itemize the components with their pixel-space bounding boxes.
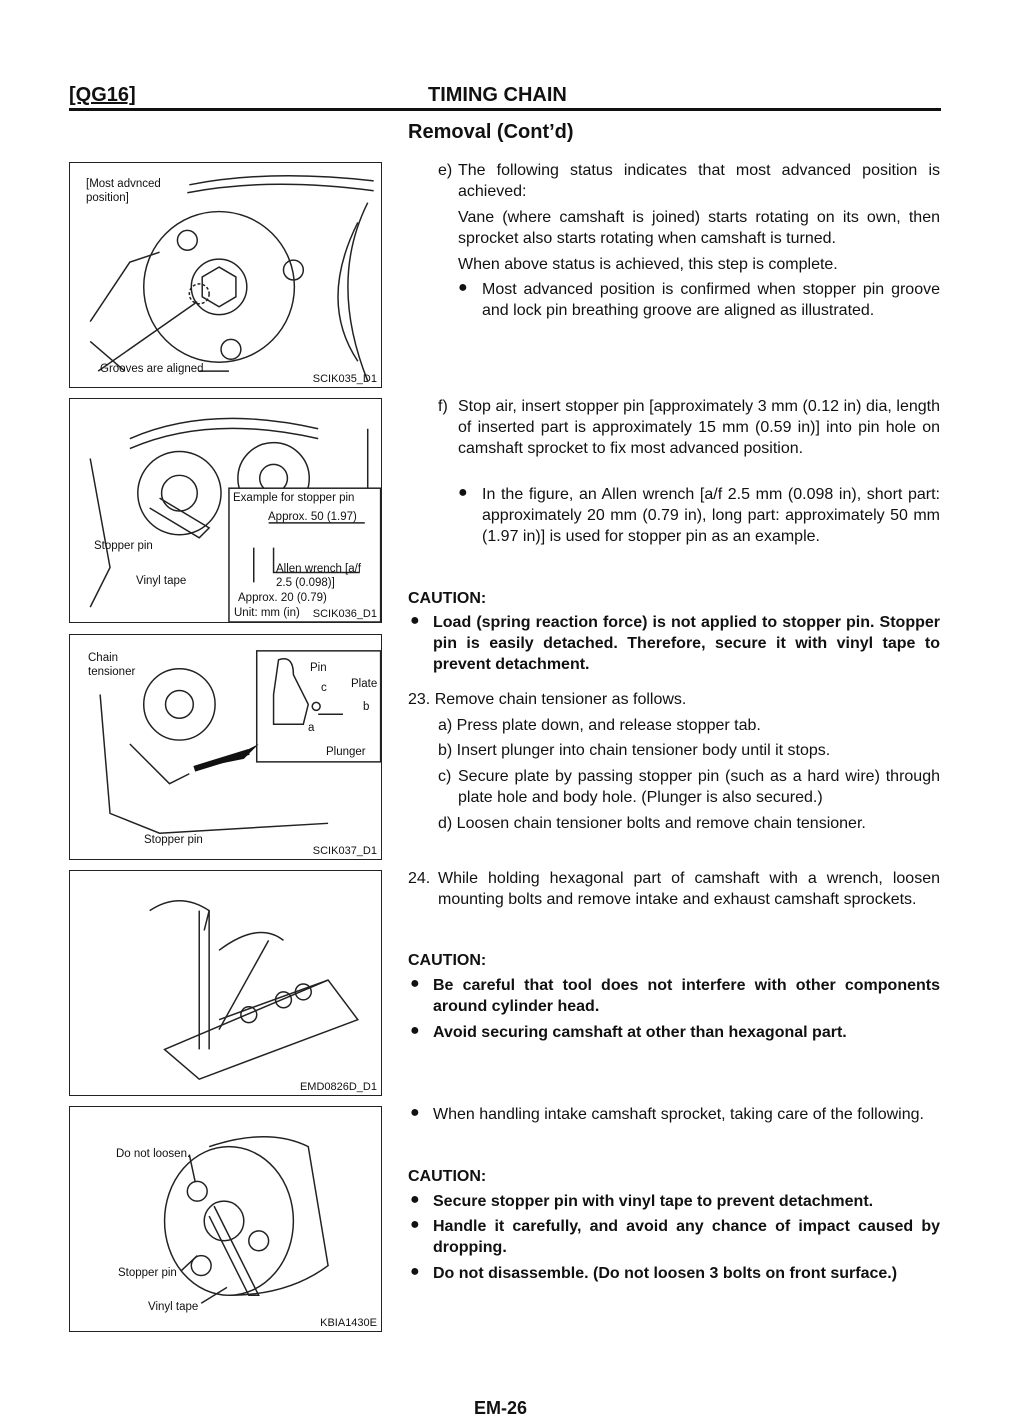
- fig3-label-stopper-pin: Stopper pin: [144, 834, 203, 846]
- bullet-dot: ●: [410, 1216, 420, 1233]
- step-e-num: e): [438, 162, 453, 179]
- page-title: TIMING CHAIN: [428, 84, 567, 106]
- step-23c: Secure plate by passing stopper pin (such as a hard wire) through plate hole and body hole. (Plunger is also secured.): [458, 768, 940, 806]
- bullet-dot: ●: [410, 1191, 420, 1208]
- caution2-item-2: Avoid securing camshaft at other than hexagonal part.: [433, 1024, 847, 1041]
- fig2-label-allen-wrench: Allen wrench [a/f 2.5 (0.098)]: [276, 563, 362, 589]
- caution-label: CAUTION:: [408, 590, 487, 607]
- handling-note: When handling intake camshaft sprocket, taking care of the following.: [433, 1106, 924, 1123]
- step-24-num: 24.: [408, 870, 431, 887]
- fig3-label-plate: Plate: [351, 678, 378, 690]
- fig3-label-plunger: Plunger: [326, 746, 366, 758]
- figure-id: SCIK035_D1: [312, 373, 377, 385]
- bullet-dot: ●: [458, 279, 468, 296]
- camshaft-wrench-illustration: [70, 871, 381, 1095]
- step-23c-num: c): [438, 768, 452, 785]
- step-e-p2: When above status is achieved, this step is complete.: [458, 256, 838, 273]
- caution3-item-2: Handle it carefully, and avoid any chance of impact caused by dropping.: [433, 1218, 940, 1256]
- step-f-bullet: In the figure, an Allen wrench [a/f 2.5 mm (0.098 in), short part: approximately 20 mm (0.79 in), long part: approximately 50 mm (1.97 in)] is used for stopper pin as an example.: [482, 486, 940, 545]
- bullet-dot: ●: [410, 975, 420, 992]
- bullet-dot: ●: [410, 612, 420, 629]
- fig1-label-most-advanced: [Most advnced position]: [86, 178, 161, 204]
- caution-label: CAUTION:: [408, 1168, 487, 1185]
- fig3-label-a: a: [308, 722, 315, 734]
- step-23-title: 23. Remove chain tensioner as follows.: [408, 691, 687, 708]
- figure-id: KBIA1430E: [320, 1317, 377, 1329]
- model-code: [QG16]: [69, 84, 136, 106]
- caution2-item-1: Be careful that tool does not interfere with other components around cylinder head.: [433, 977, 940, 1015]
- step-e-p1: Vane (where camshaft is joined) starts rotating on its own, then sprocket also starts rotating when camshaft is turned.: [458, 209, 940, 247]
- figure-most-advanced-position: [69, 162, 382, 388]
- section-title: Removal (Cont’d): [408, 121, 574, 143]
- bullet-dot: ●: [458, 484, 468, 501]
- figure-chain-tensioner: [69, 634, 382, 860]
- fig2-label-vinyl-tape: Vinyl tape: [136, 575, 187, 587]
- step-24-text: While holding hexagonal part of camshaft with a wrench, loosen mounting bolts and remove intake and exhaust camshaft sprockets.: [438, 870, 940, 908]
- fig5-label-stopper-pin: Stopper pin: [118, 1267, 177, 1279]
- step-23b: b) Insert plunger into chain tensioner body until it stops.: [438, 742, 831, 759]
- step-f-num: f): [438, 398, 448, 415]
- bullet-dot: ●: [410, 1263, 420, 1280]
- fig2-label-unit: Unit: mm (in): [234, 607, 300, 619]
- fig2-label-stopper-pin: Stopper pin: [94, 540, 153, 552]
- step-e-bullet: Most advanced position is confirmed when stopper pin groove and lock pin breathing groove are aligned as illustrated.: [482, 281, 940, 319]
- step-23a: a) Press plate down, and release stopper tab.: [438, 717, 761, 734]
- caution3-item-3: Do not disassemble. (Do not loosen 3 bolts on front surface.): [433, 1265, 898, 1282]
- caution1-item: Load (spring reaction force) is not applied to stopper pin. Stopper pin is easily detached. Therefore, secure it with vinyl tape to prevent detachment.: [433, 614, 940, 673]
- header-rule: [69, 108, 941, 111]
- fig1-label-grooves: Grooves are aligned: [100, 363, 204, 375]
- figure-camshaft-wrench: [69, 870, 382, 1096]
- figure-id: EMD0826D_D1: [299, 1081, 377, 1093]
- fig3-label-c: c: [321, 682, 327, 694]
- fig3-label-chain-tensioner: Chain tensioner: [88, 652, 136, 678]
- fig5-label-do-not-loosen: Do not loosen.: [116, 1148, 191, 1160]
- bullet-dot: ●: [410, 1104, 420, 1121]
- figure-stopper-pin-insertion: [69, 398, 382, 623]
- caution-label: CAUTION:: [408, 952, 487, 969]
- bullet-dot: ●: [410, 1022, 420, 1039]
- fig2-label-approx20: Approx. 20 (0.79): [238, 592, 327, 604]
- figure-id: SCIK036_D1: [312, 608, 377, 620]
- fig2-label-approx50: Approx. 50 (1.97): [268, 511, 357, 523]
- step-e-text: The following status indicates that most advanced position is achieved:: [458, 162, 940, 200]
- step-f-text: Stop air, insert stopper pin [approximately 3 mm (0.12 in) dia, length of inserted part is approximately 15 mm (0.59 in)] into pin hole on camshaft sprocket to fix most advanced position.: [458, 398, 940, 457]
- intake-sprocket-illustration: [70, 1107, 381, 1331]
- step-23d: d) Loosen chain tensioner bolts and remove chain tensioner.: [438, 815, 866, 832]
- fig3-label-pin: Pin: [310, 662, 327, 674]
- fig5-label-vinyl-tape: Vinyl tape: [148, 1301, 199, 1313]
- fig3-label-b: b: [363, 701, 370, 713]
- fig2-label-example: Example for stopper pin: [233, 492, 355, 504]
- page-number: EM-26: [474, 1398, 528, 1418]
- caution3-item-1: Secure stopper pin with vinyl tape to prevent detachment.: [433, 1193, 874, 1210]
- figure-intake-sprocket: [69, 1106, 382, 1332]
- figure-id: SCIK037_D1: [312, 845, 377, 857]
